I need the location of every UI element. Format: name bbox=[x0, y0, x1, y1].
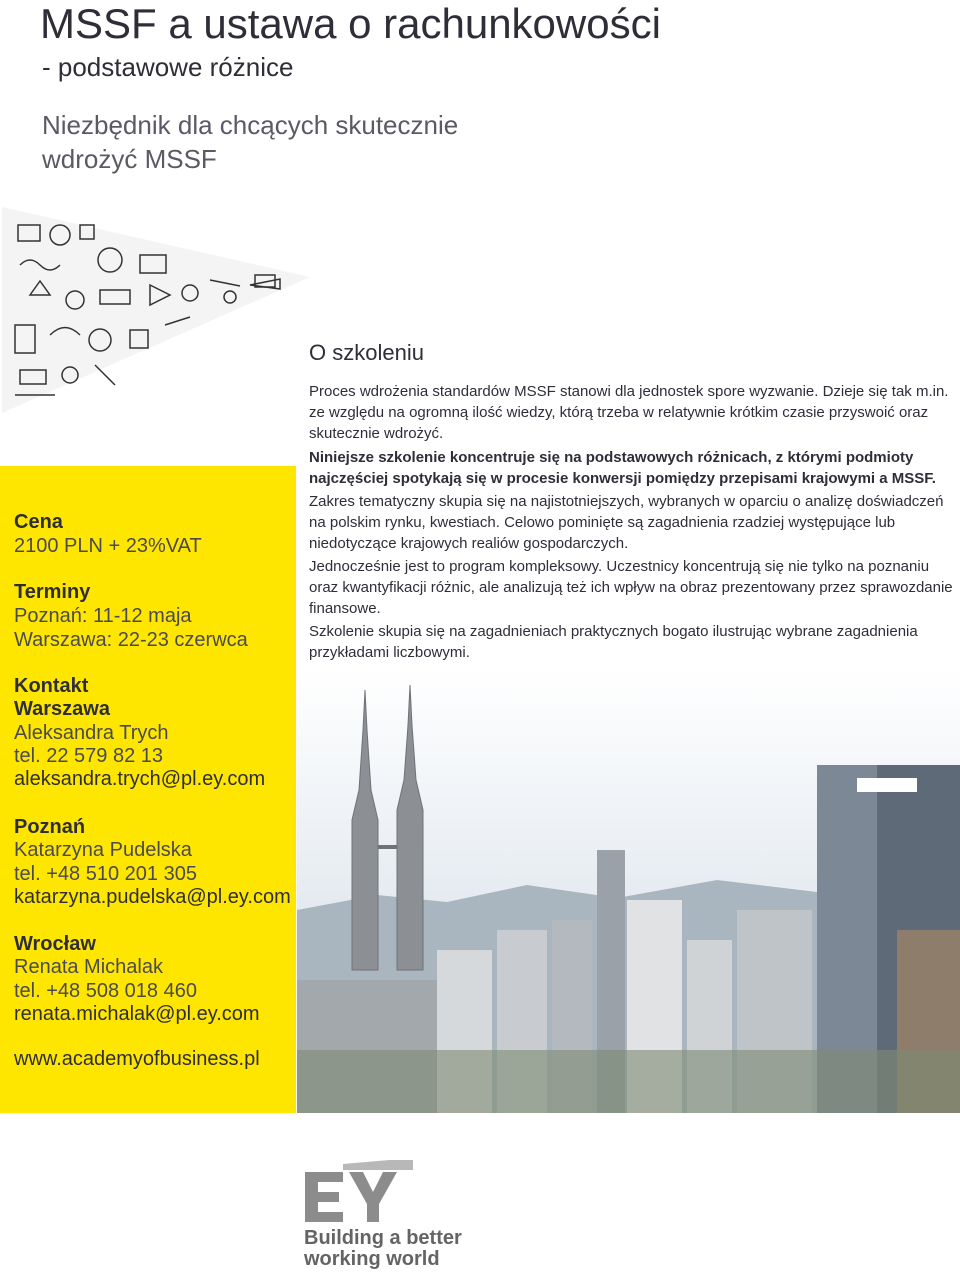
dates-heading: Terminy bbox=[14, 581, 91, 603]
contact-city: Warszawa bbox=[14, 698, 110, 720]
tagline: Niezbędnik dla chcących skutecznie wdrożyć MSSF bbox=[42, 110, 459, 174]
price-value: 2100 PLN + 23%VAT bbox=[14, 535, 202, 557]
section-title: O szkoleniu bbox=[309, 340, 424, 365]
page-subtitle: - podstawowe różnice bbox=[42, 52, 294, 82]
paragraph: Jednocześnie jest to program kompleksowy. Uczestnicy koncentrują się nie tylko na poznaniu oraz kwantyfikacji różnic, ale analizują też ich wpływ na obraz prezentowany przez sprawozdanie finansowe. bbox=[309, 558, 953, 617]
contact-city: Poznań bbox=[14, 816, 86, 838]
contact-phone: tel. +48 508 018 460 bbox=[14, 980, 197, 1002]
contact-name: Aleksandra Trych bbox=[14, 722, 169, 744]
website-link[interactable]: www.academyofbusiness.pl bbox=[14, 1048, 260, 1070]
paragraph: Szkolenie skupia się na zagadnieniach praktycznych bogato ilustrując wybrane zagadnienia przykładami liczbowymi. bbox=[309, 623, 918, 661]
price-heading: Cena bbox=[14, 511, 63, 533]
contact-email[interactable]: katarzyna.pudelska@pl.ey.com bbox=[14, 886, 291, 908]
city-skyline-photo bbox=[297, 670, 960, 1113]
contact-phone: tel. +48 510 201 305 bbox=[14, 863, 197, 885]
sketch-illustration bbox=[0, 205, 330, 415]
paragraph-emphasis: Niniejsze szkolenie koncentruje się na podstawowych różnicach, z którymi podmioty najczęściej spotykają się w procesie konwersji pomiędzy przepisami krajowymi a MSSF. bbox=[309, 449, 936, 487]
date-warszawa: Warszawa: 22-23 czerwca bbox=[14, 629, 248, 651]
paragraph: Zakres tematyczny skupia się na najistotniejszych, wybranych w oparciu o analizę doświadczeń na polskim rynku, kwestiach. Celowo pominięte są zagadnienia rzadziej występujące lub niedotyczące krajowych realiów gospodarczych. bbox=[309, 493, 944, 552]
date-poznan: Poznań: 11-12 maja bbox=[14, 605, 192, 627]
brand-tagline: Building a better working world bbox=[304, 1227, 462, 1270]
contact-email[interactable]: renata.michalak@pl.ey.com bbox=[14, 1003, 260, 1025]
contact-heading: Kontakt bbox=[14, 675, 89, 697]
contact-name: Renata Michalak bbox=[14, 956, 163, 978]
contact-city: Wrocław bbox=[14, 933, 96, 955]
contact-phone: tel. 22 579 82 13 bbox=[14, 745, 164, 767]
sidebar bbox=[0, 466, 296, 1113]
contact-email[interactable]: aleksandra.trych@pl.ey.com bbox=[14, 768, 266, 790]
page-title: MSSF a ustawa o rachunkowości bbox=[40, 0, 661, 47]
contact-name: Katarzyna Pudelska bbox=[14, 839, 192, 861]
ey-logo bbox=[303, 1160, 413, 1224]
paragraph: Proces wdrożenia standardów MSSF stanowi dla jednostek spore wyzwanie. Dzieje się tak m.in. ze względu na ogromną ilość wiedzy, którą trzeba w relatywnie krótkim czasie przyswoić oraz skutecznie wdrożyć. bbox=[309, 383, 949, 442]
